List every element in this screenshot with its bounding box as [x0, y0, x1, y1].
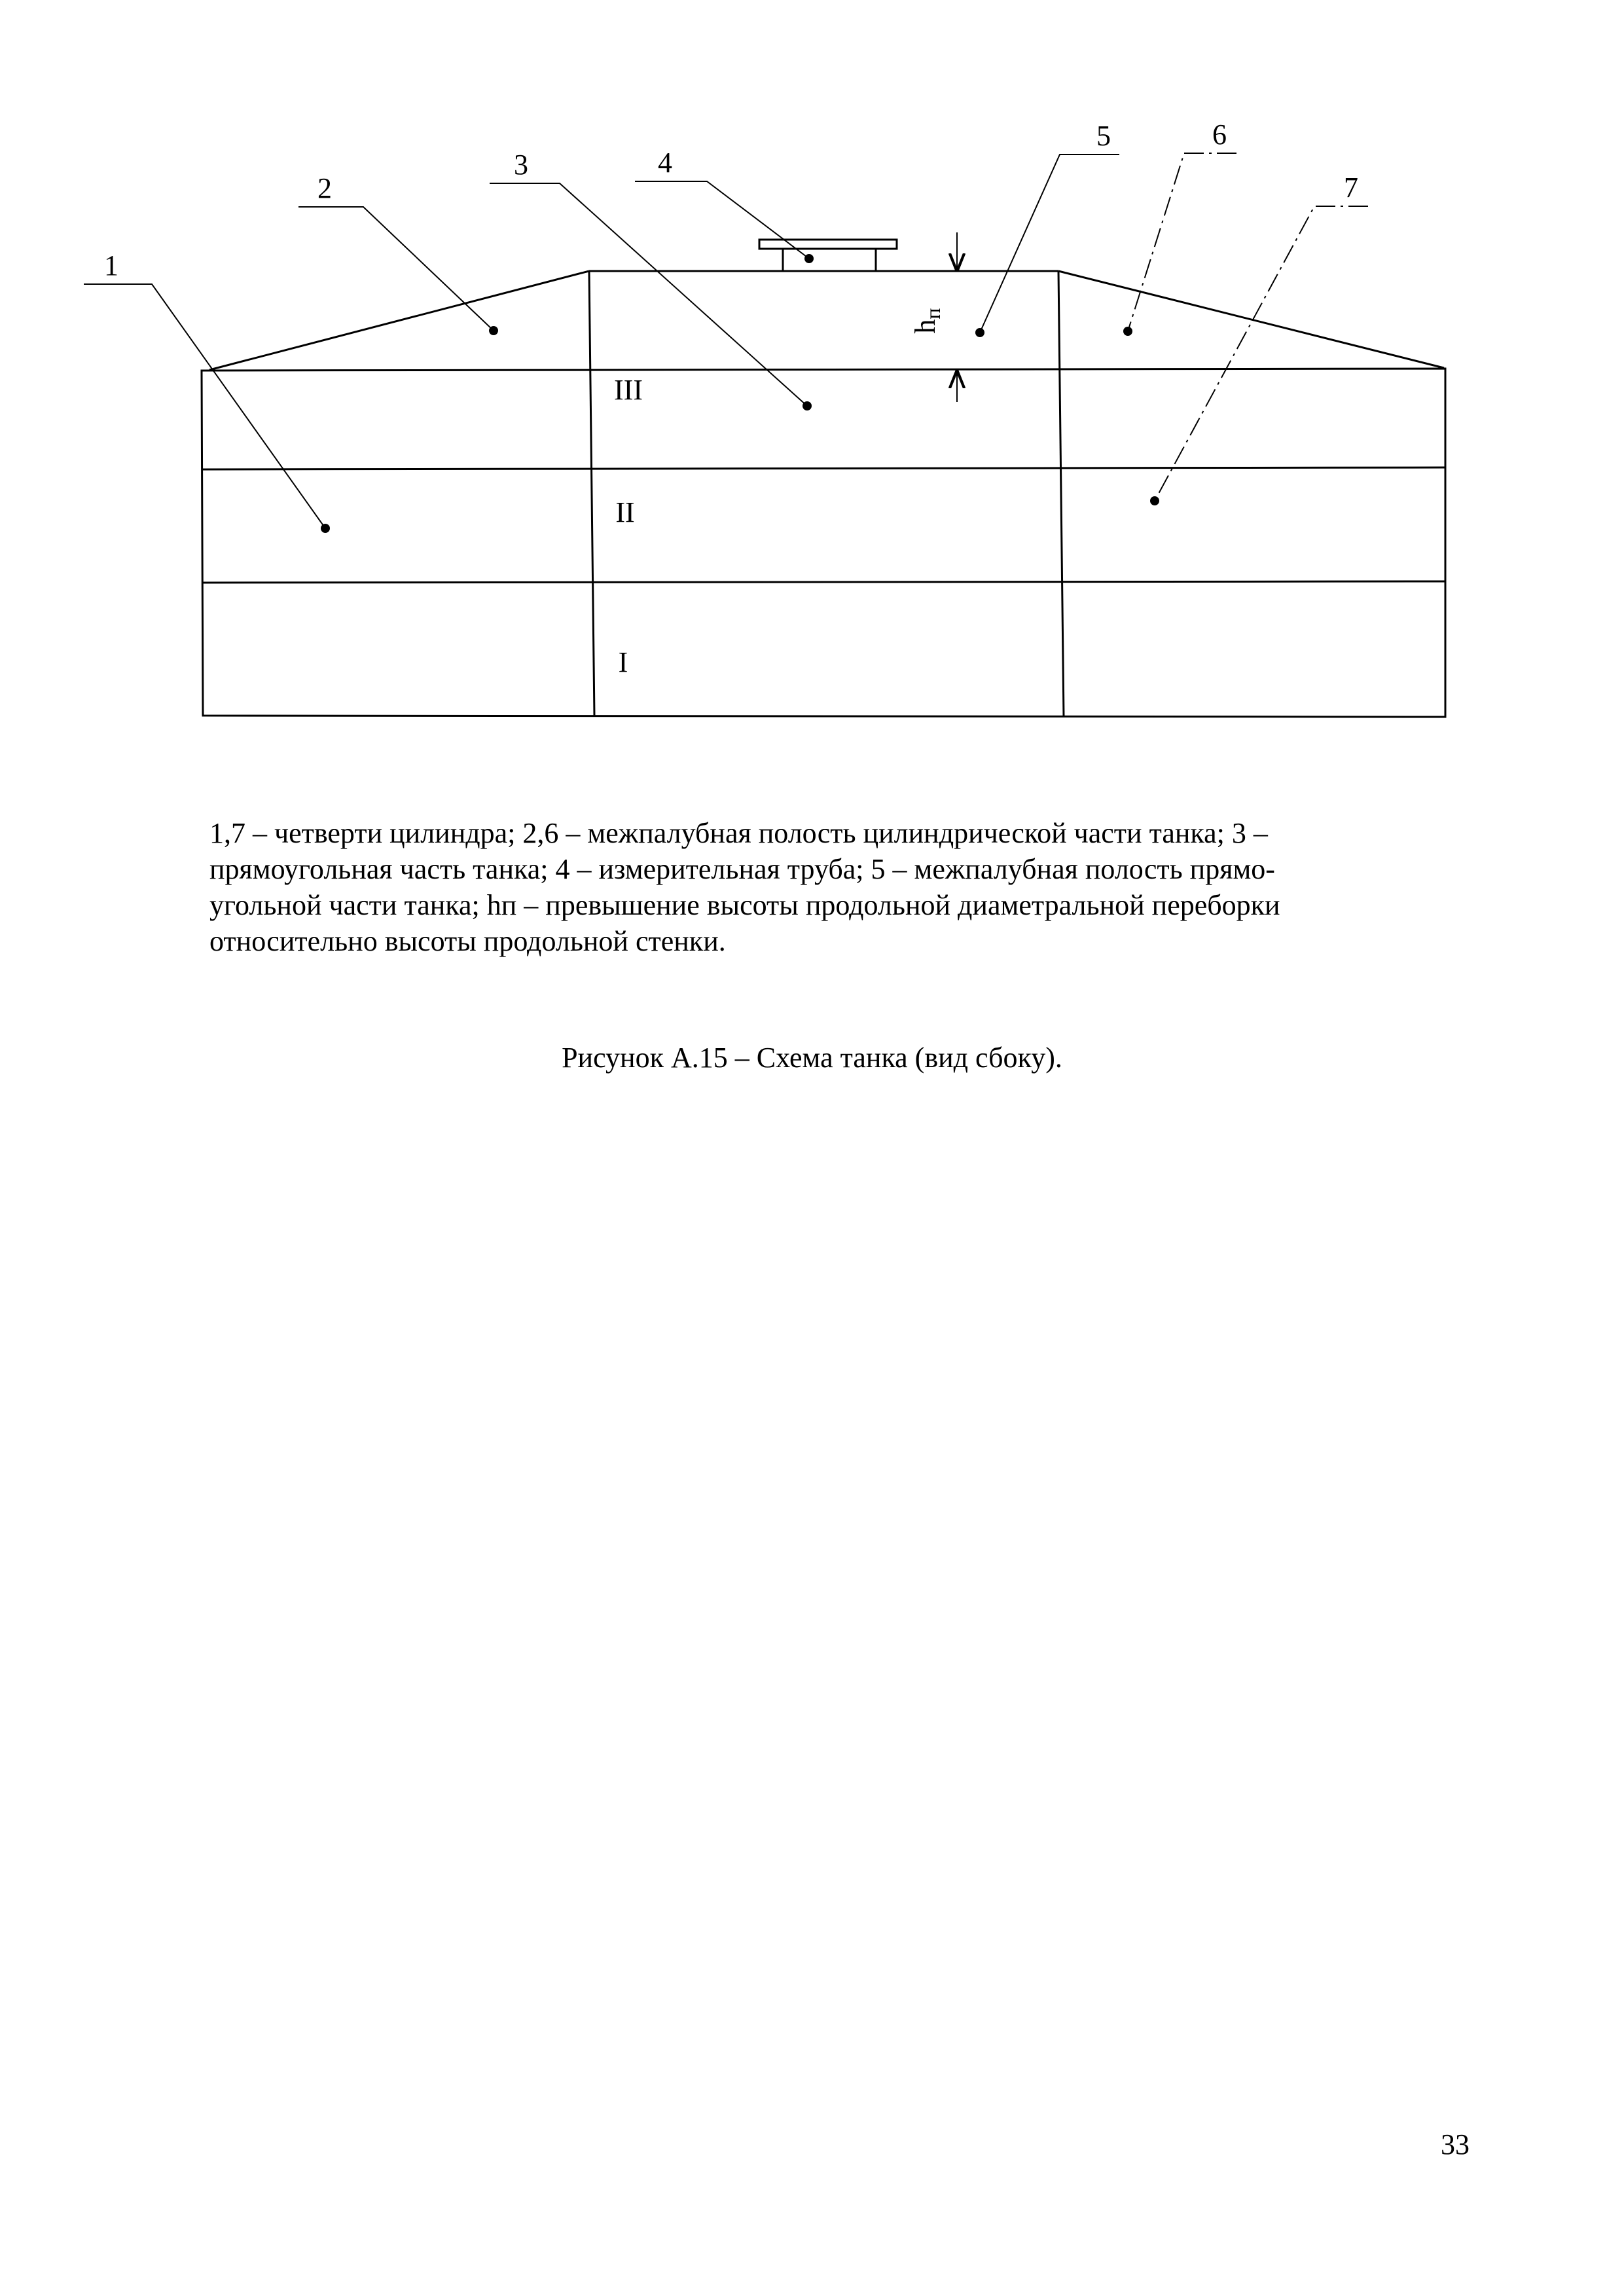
point-6	[1123, 327, 1132, 336]
label-3: 3	[514, 149, 528, 181]
tank-outline	[202, 369, 1445, 717]
figure-legend: 1,7 – четверти цилиндра; 2,6 – межпалубная полость цилиндрической части танка; 3 – прямоугольная часть танка; 4 – измерительная труба; 5 – межпалубная полость прямо- угольной части танка; hп – превышение высоты продольной диаметральной переборки относительно высоты продольной стенки.	[209, 817, 1280, 957]
tank-side-view-diagram	[0, 0, 1624, 786]
label-5: 5	[1096, 120, 1111, 152]
leader-line-5	[980, 155, 1119, 333]
point-5	[975, 328, 984, 337]
measuring-pipe-body	[783, 249, 876, 271]
rect-part-right-wall	[1058, 271, 1064, 717]
section-label-I: I	[618, 646, 628, 678]
label-4: 4	[658, 147, 672, 179]
leader-line-4	[635, 181, 809, 259]
leader-line-2	[298, 207, 494, 331]
point-3	[803, 401, 812, 410]
measuring-pipe-flange	[759, 240, 897, 249]
label-2: 2	[317, 172, 332, 204]
leader-line-1	[84, 284, 325, 528]
slope-left	[209, 271, 589, 370]
slope-right	[1058, 271, 1444, 368]
page-number: 33	[1441, 2128, 1470, 2160]
point-2	[489, 326, 498, 335]
leader-line-6	[1128, 153, 1236, 331]
leader-line-3	[490, 183, 807, 406]
label-7: 7	[1344, 172, 1358, 204]
rect-part-left-wall	[589, 271, 594, 716]
dimension-hn-label: hп	[909, 308, 945, 334]
point-1	[321, 524, 330, 533]
section-line-lower	[202, 581, 1445, 583]
leader-line-7	[1155, 206, 1368, 501]
point-4	[804, 254, 814, 263]
figure-title: Рисунок А.15 – Схема танка (вид сбоку).	[562, 1042, 1062, 1074]
label-1: 1	[104, 249, 118, 282]
label-6: 6	[1212, 118, 1227, 151]
section-label-III: III	[614, 374, 643, 406]
section-label-II: II	[615, 496, 635, 528]
point-7	[1150, 496, 1159, 505]
section-line-upper	[202, 467, 1445, 469]
